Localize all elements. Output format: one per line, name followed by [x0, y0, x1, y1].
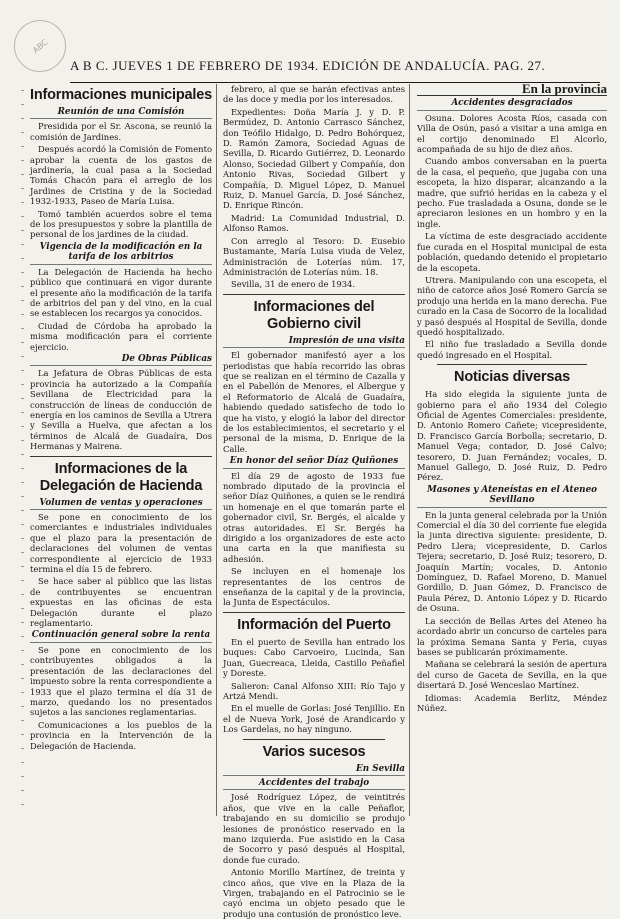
divider: [223, 294, 405, 295]
paragraph: José Rodríguez López, de veintitrés años, que vive en la calle Peñaflor, trabajando en su domicilio se produjo lesiones de pronóstico reservado en la mano izquierda. Fue asistido en la Casa de Socorro y pasó después al Hospital, donde fue curado.: [223, 792, 405, 865]
paragraph: Después acordó la Comisión de Fomento aprobar la cuenta de los gastos de jardinería, la cual pasa a la Sociedad Tomás Chacón para el arreglo de los Jardines de Cristina y de la Sociedad 1932-1933, Paseo de María Luisa.: [30, 144, 212, 207]
divider: [437, 364, 587, 365]
subhead-quinones: En honor del señor Díaz Quiñones: [223, 456, 405, 468]
paragraph: Cuando ambos conversaban en la puerta de la casa, el pequeño, que jugaba con una escopeta, la hizo disparar, alcanzando a la madre, que sufrió heridas en la cabeza y el pecho. Fue trasladada a Osuna, donde se le apreciaron lesiones en un hombro y en la ingle.: [417, 156, 607, 229]
paragraph: Se incluyen en el homenaje los representantes de los centros de enseñanza de la capital y de la provincia, la Junta de Espectáculos.: [223, 566, 405, 608]
headline-puerto: Información del Puerto: [237, 616, 391, 633]
subhead-visita: Impresión de una visita: [223, 336, 405, 348]
paragraph: En el puerto de Sevilla han entrado los buques: Cabo Carvoeiro, Lucinda, San Juan, Guecreaca, Lleida, Castillo Peñafiel y Doreste.: [223, 636, 405, 679]
paragraph: La sección de Bellas Artes del Ateneo ha acordado abrir un concurso de carteles para la próxima Semana Santa y Feria, cuyas bases se publicarán próximamente.: [417, 615, 607, 657]
paragraph: El día 29 de agosto de 1933 fue nombrado diputado de la provincia el señor Díaz Quiñones, a quien se le rendirá un homenaje en el que tomarán parte el gobernador civil, Sr. Bergés, el alcalde y otras autoridades. El Sr. Bergés ha dirigido a los organizadores de este acto una carta en la que manifiesta su adhesión.: [223, 470, 405, 564]
binding-perforation: [21, 90, 24, 810]
subhead-desgracias: Accidentes desgraciados: [417, 98, 607, 110]
paragraph: Presidida por el Sr. Ascona, se reunió la comisión de Jardines.: [30, 121, 212, 142]
column-3: [417, 81, 607, 816]
subhead-accidentes: Accidentes del trabajo: [223, 778, 405, 790]
divider: [223, 612, 405, 613]
paragraph: La víctima de este desgraciado accidente fue curada en el Hospital municipal de esta población, quedando detenido el propietario de la escopeta.: [417, 231, 607, 273]
subhead-continuacion: Continuación general sobre la renta: [30, 630, 212, 642]
paragraph: Antonio Morillo Martínez, de treinta y cinco años, que vive en la Plaza de la Virgen, trabajando en el Patrocinio se le cayó encima un objeto pesado que le produjo una contusión de pronóstico leve.: [223, 867, 405, 919]
subhead-sevilla: En Sevilla: [223, 764, 405, 776]
headline-sucesos: Varios sucesos: [262, 743, 366, 760]
paragraph: La Delegación de Hacienda ha hecho público que continuará en vigor durante el presente año la modificación de la tarifa de arbitrios del pan y del vino, en la cual se establecen los recargos ya conocidos.: [30, 266, 212, 319]
paragraph: febrero, al que se harán efectivas antes de las doce y media por los interesados.: [223, 84, 405, 105]
divider: [30, 456, 212, 457]
paragraph: La Jefatura de Obras Públicas de esta provincia ha autorizado a la Compañía Sevillana de Electricidad para la construcción de líneas de conducción de energía en los caminos de Sevilla a Utrera y Sevilla a Huelva, que afectan a los términos de Alcalá de Guadaíra, Dos Hermanas y Mairena.: [30, 368, 212, 452]
subhead-comision: Reunión de una Comisión: [30, 107, 212, 119]
column-1: [30, 84, 217, 816]
subhead-provincia: En la provincia: [417, 84, 607, 96]
paragraph: Mañana se celebrará la sesión de apertura del curso de Gaceta de Sevilla, en la que disertará D. José Wenceslao Martínez.: [417, 659, 607, 691]
paragraph: Expedientes: Doña María J. y D. P. Bermúdez, D. Antonio Carrasco Sánchez, don Teófilo Hidalgo, D. Pedro Bohórquez, D. Ramón Zamora, Sociedad Aguas de Sevilla, D. Ricardo Gutiérrez, D. Leonardo Alonso, Sociedad Gilbert y Compañía, don Antonio Rivas, Sociedad Gilbert y Compañía, D. Miguel López, D. Manuel Ruiz, D. Manuel García, D. José Sánchez, D. Enrique Rincón.: [223, 106, 405, 211]
headline-diversas: Noticias diversas: [454, 369, 570, 386]
headline-municipales: Informaciones municipales: [30, 87, 212, 103]
subhead-obras: De Obras Públicas: [30, 354, 212, 366]
paragraph: Con arreglo al Tesoro: D. Eusebio Bustamante, María Luisa viuda de Velez, Administración de Loterías núm. 17, Administración de Loterías núm. 18.: [223, 235, 405, 277]
paragraph: Madrid: La Comunidad Industrial, D. Alfonso Ramos.: [223, 212, 405, 234]
paragraph: Idiomas: Academia Berlitz, Méndez Núñez.: [417, 692, 607, 713]
paragraph: Salieron: Canal Alfonso XIII: Río Tajo y Artzá Mendi.: [223, 680, 405, 701]
paragraph: Ciudad de Córdoba ha aprobado la misma modificación para el corriente ejercicio.: [30, 320, 212, 352]
paragraph: Osuna. Dolores Acosta Ríos, casada con Villa de Osún, pasó a visitar a una amiga en el cortijo denominado El Alcorlo, acompañada de su hijo de diez años.: [417, 112, 607, 155]
paragraph: Utrera. Manipulando con una escopeta, el niño de catorce años José Romero García se produjo una herida en la mano derecha. Fue curado en la Casa de Socorro de la localidad y pasó después al Hospital de Sevilla, donde quedó hospitalizado.: [417, 274, 607, 337]
headline-hacienda: Informaciones de la Delegación de Hacienda: [39, 460, 203, 494]
paragraph: Se pone en conocimiento de los comerciantes e industriales individuales que el plazo para la presentación de declaraciones del volumen de ventas correspondiente al ejercicio de 1933 termina el día 15 de febrero.: [30, 512, 212, 575]
paragraph: Sevilla, 31 de enero de 1934.: [231, 279, 356, 290]
paragraph: Ha sido elegida la siguiente junta de gobierno para el año 1934 del Colegio Oficial de Agentes Comerciales: presidente, D. Antonio Romero Cañete; vicepresidente, D. Francisco García Borbolla; secretario, D. Manuel Vega; contador, D. José Calvo; tesorero, D. Juan Fernández; vocales, D. Manuel Gallego, D. José Ruiz, D. Pedro Pérez.: [417, 389, 607, 483]
paragraph: En la junta general celebrada por la Unión Comercial el día 30 del corriente fue elegida la junta directiva siguiente: presidente, D. Pedro Llera; vicepresidente, D. Carlos Tejera; secretario, D. José Ruiz; tesorero, D. Joaquín Martín; vocales, D. Antonio Domínguez, D. Rafael Moreno, D. Manuel Gordillo, D. Juan Gómez, D. Francisco de Paula Pérez, D. Antonio López y D. Ricardo de Osuna.: [417, 509, 607, 614]
subhead-vigencia: Vigencia de la modificación en la tarifa de los arbitrios: [30, 242, 212, 265]
paragraph: Se hace saber al público que las listas de contribuyentes se encuentran expuestas en las oficinas de esta Delegación durante el plazo reglamentario.: [30, 576, 212, 629]
paragraph: Tomó también acuerdos sobre el tema de los presupuestos y sobre la plantilla de personal de los jardines de la ciudad.: [30, 208, 212, 240]
paragraph: Se pone en conocimiento de los contribuyentes obligados a la presentación de las declaraciones del impuesto sobre la renta correspondiente a 1933 que el plazo termina el día 31 de marzo, quedando los no presentados sujetos a las sanciones reglamentarias.: [30, 644, 212, 718]
page-header: A B C. JUEVES 1 DE FEBRERO DE 1934. EDICIÓN DE ANDALUCÍA. PAG. 27.: [70, 58, 600, 83]
subhead-ateneo: Masones y Ateneístas en el Ateneo Sevillano: [417, 485, 607, 508]
column-2: [223, 84, 410, 919]
paragraph: En el muelle de Gorlas: José Tenjillio. En el de Nueva York, José de Arandicardo y Los Gardelas, no hay ninguno.: [223, 703, 405, 735]
divider: [243, 739, 385, 740]
paragraph: Comunicaciones a los pueblos de la provincia en la Intervención de la Delegación de Hacienda.: [30, 719, 212, 751]
headline-gobierno: Informaciones del Gobierno civil: [253, 298, 375, 332]
paragraph: El niño fue trasladado a Sevilla donde quedó ingresado en el Hospital.: [417, 339, 607, 360]
subhead-ventas: Volumen de ventas y operaciones: [30, 498, 212, 510]
archive-stamp: ABC: [3, 9, 76, 82]
paragraph: El gobernador manifestó ayer a los periodistas que había recorrido las obras que se realizan en el término de Cazalla y en el Pabellón de Menores, el Albergue y el Reformatorio de Alcalá de Guadaíra, habiendo quedado satisfecho de todo lo que ha visto, y elogió la labor del director de los establecimientos, el secretario y el personal de la misma, D. Enrique de la Calle.: [223, 350, 405, 454]
